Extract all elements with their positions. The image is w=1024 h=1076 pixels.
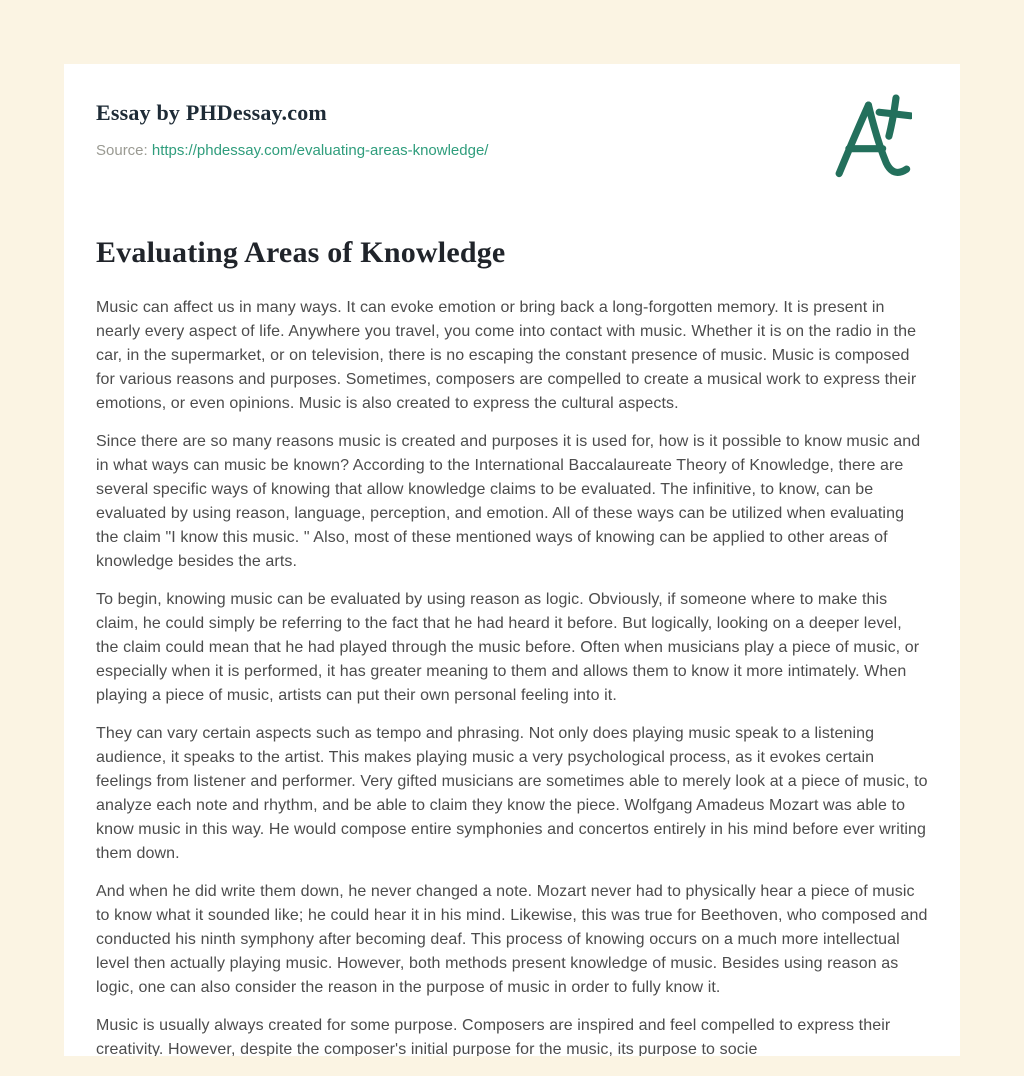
essay-paragraph: Music is usually always created for some purpose. Composers are inspired and feel compelled to express their creativity. However, despite the composer's initial purpose for the music, its purpose to socie [96,1017,891,1056]
essay-paragraph: They can vary certain aspects such as tempo and phrasing. Not only does playing music speak to a listening audience, it speaks to the artist. This makes playing music a very psychological process, as it evokes certain feelings from listener and performer. Very gifted musicians are sometimes able to merely look at a piece of music, to analyze each note and rhythm, and be able to claim they know the piece. Wolfgang Amadeus Mozart was able to know music in this way. He would compose entire symphonies and concertos entirely in his mind before ever writing them down. [96,725,928,862]
essay-card [64,64,960,1056]
brand-title: Essay by PHDessay.com [96,100,327,125]
essay-paragraph: Music can affect us in many ways. It can evoke emotion or bring back a long-forgotten memory. It is present in nearly every aspect of life. Anywhere you travel, you come into contact with music. Whether it is on the radio in the car, in the supermarket, or on television, there is no escaping the constant presence of music. Music is composed for various reasons and purposes. Sometimes, composers are compelled to create a musical work to express their emotions, or even opinions. Music is also created to express the cultural aspects. [96,299,917,412]
source-line [96,142,488,159]
essay-paragraph: Since there are so many reasons music is created and purposes it is used for, how is it possible to know music and in what ways can music be known? According to the International Baccalaureate Theory of Knowledge, there are several specific ways of knowing that allow knowledge claims to be evaluated. The infinitive, to know, can be evaluated by using reason, language, perception, and emotion. All of these ways can be utilized when evaluating the claim "I know this music. " Also, most of these mentioned ways of knowing can be applied to other areas of knowledge besides the arts. [96,433,921,570]
essay-body [96,296,928,1056]
source-label: Source: [96,142,148,159]
phdessay-logo-icon [832,92,912,184]
essay-paragraph: To begin, knowing music can be evaluated by using reason as logic. Obviously, if someone where to make this claim, he could simply be referring to the fact that he had heard it before. But logically, looking on a deeper level, the claim could mean that he had played through the music before. Often when musicians play a piece of music, or especially when it is performed, it has greater meaning to them and allows them to know it more intimately. When playing a piece of music, artists can put their own personal feeling into it. [96,591,920,704]
source-link[interactable]: https://phdessay.com/evaluating-areas-knowledge/ [151,142,489,159]
essay-paragraph: And when he did write them down, he never changed a note. Mozart never had to physically hear a piece of music to know what it sounded like; he could hear it in his mind. Likewise, this was true for Beethoven, who composed and conducted his ninth symphony after becoming deaf. This process of knowing occurs on a much more intellectual level then actually playing music. However, both methods present knowledge of music. Besides using reason as logic, one can also consider the reason in the purpose of music in order to fully know it. [96,883,928,996]
header-text [96,92,488,159]
header [96,92,928,184]
essay-title: Evaluating Areas of Knowledge [96,236,506,269]
